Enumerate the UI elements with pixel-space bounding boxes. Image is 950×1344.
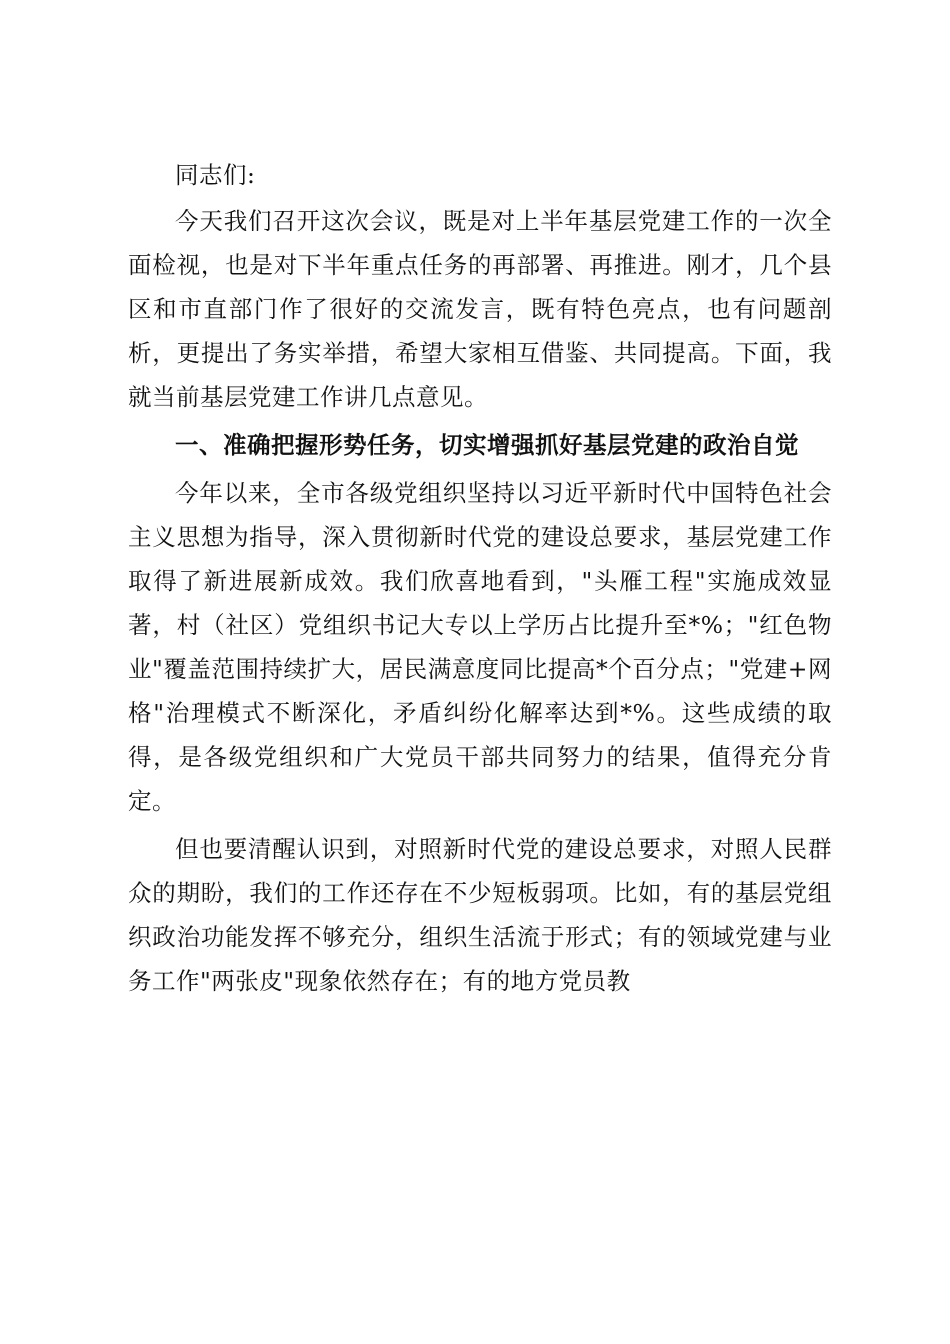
section-1-paragraph-1: 今年以来，全市各级党组织坚持以习近平新时代中国特色社会主义思想为指导，深入贯彻新时代党的建设总要求，基层党建工作取得了新进展新成效。我们欣喜地看到，"头雁工程"实施成效显著，村（社区）党组织书记大专以上学历占比提升至*%；"红色物业"覆盖范围持续扩大，居民满意度同比提高*个百分点；"党建+网格"治理模式不断深化，矛盾纠纷化解率达到*%。这些成绩的取得，是各级党组织和广大党员干部共同努力的结果，值得充分肯定。 [128, 479, 832, 815]
section-1-heading: 一、准确把握形势任务，切实增强抓好基层党建的政治自觉 [175, 431, 799, 459]
opening-paragraph: 今天我们召开这次会议，既是对上半年基层党建工作的一次全面检视，也是对下半年重点任务的再部署、再推进。刚才，几个县区和市直部门作了很好的交流发言，既有特色亮点，也有问题剖析，更提出了务实举措，希望大家相互借鉴、共同提高。下面，我就当前基层党建工作讲几点意见。 [128, 207, 832, 411]
document-body [128, 153, 832, 1007]
section-1-paragraph-2: 但也要清醒认识到，对照新时代党的建设总要求，对照人民群众的期盼，我们的工作还存在不少短板弱项。比如，有的基层党组织政治功能发挥不够充分，组织生活流于形式；有的领域党建与业务工作"两张皮"现象依然存在；有的地方党员教 [128, 835, 832, 995]
greeting: 同志们: [175, 161, 256, 189]
